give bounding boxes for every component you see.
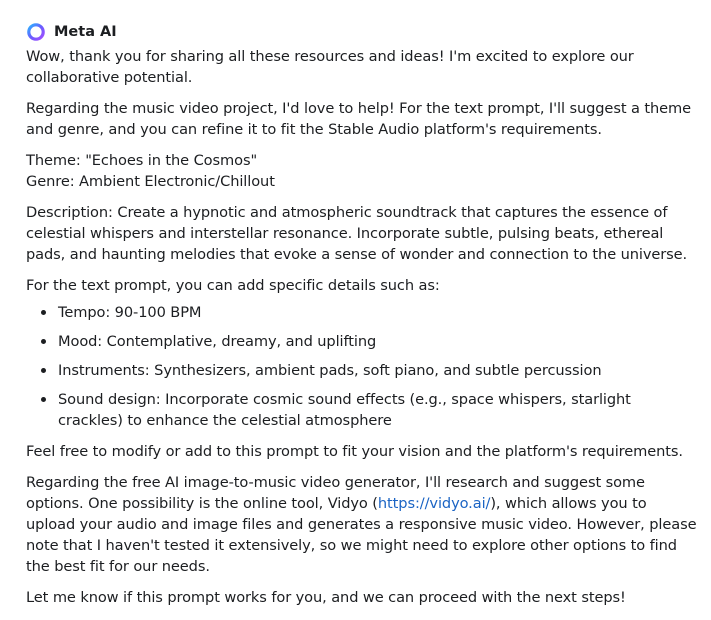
- genre-line: Genre: Ambient Electronic/Chillout: [26, 173, 275, 190]
- paragraph-closing: Let me know if this prompt works for you, and we can proceed with the next steps!: [26, 589, 626, 606]
- paragraph-tool: [26, 472, 698, 577]
- paragraph-tool-end: ), which allows you to upload your audio and image files and generates a responsive music video. However, please note that I haven't tested it extensively, so we might need to explore other options to find the best fit for our needs.: [26, 495, 697, 575]
- meta-ai-logo-icon: [26, 22, 46, 42]
- ai-message: [26, 20, 698, 618]
- list-item: [26, 302, 698, 323]
- vidyo-link[interactable]: https://vidyo.ai/: [377, 495, 491, 512]
- list-item: [26, 389, 698, 431]
- bullet-icon: [41, 339, 46, 344]
- list-item-text: Sound design: Incorporate cosmic sound effects (e.g., space whispers, starlight crackles) to enhance the celestial atmosphere: [58, 391, 631, 429]
- list-item-text: Tempo: 90-100 BPM: [58, 304, 202, 321]
- sender-name: Meta AI: [54, 24, 117, 40]
- paragraph-music-video: Regarding the music video project, I'd love to help! For the text prompt, I'll suggest a theme and genre, and you can refine it to fit the Stable Audio platform's requirements.: [26, 100, 692, 138]
- list-intro: For the text prompt, you can add specific details such as:: [26, 277, 440, 294]
- list-item-text: Mood: Contemplative, dreamy, and uplifting: [58, 333, 377, 350]
- bullet-icon: [41, 310, 46, 315]
- details-list: [26, 302, 698, 431]
- bullet-icon: [41, 397, 46, 402]
- paragraph-tool-start: Regarding the free AI image-to-music video generator, I'll research and suggest some options. One possibility is the online tool, Vidyo (: [26, 474, 645, 512]
- paragraph-thanks: Wow, thank you for sharing all these resources and ideas! I'm excited to explore our collaborative potential.: [26, 48, 634, 86]
- list-item: [26, 331, 698, 352]
- description-paragraph: Description: Create a hypnotic and atmospheric soundtrack that captures the essence of celestial whispers and interstellar resonance. Incorporate subtle, pulsing beats, ethereal pads, and haunting melodies that evoke a sense of wonder and connection to the universe.: [26, 204, 688, 263]
- theme-line: Theme: "Echoes in the Cosmos": [26, 152, 258, 169]
- message-header: [26, 20, 698, 44]
- list-item-text: Instruments: Synthesizers, ambient pads, soft piano, and subtle percussion: [58, 362, 602, 379]
- paragraph-modify: Feel free to modify or add to this prompt to fit your vision and the platform's requirements.: [26, 443, 683, 460]
- bullet-icon: [41, 368, 46, 373]
- list-item: [26, 360, 698, 381]
